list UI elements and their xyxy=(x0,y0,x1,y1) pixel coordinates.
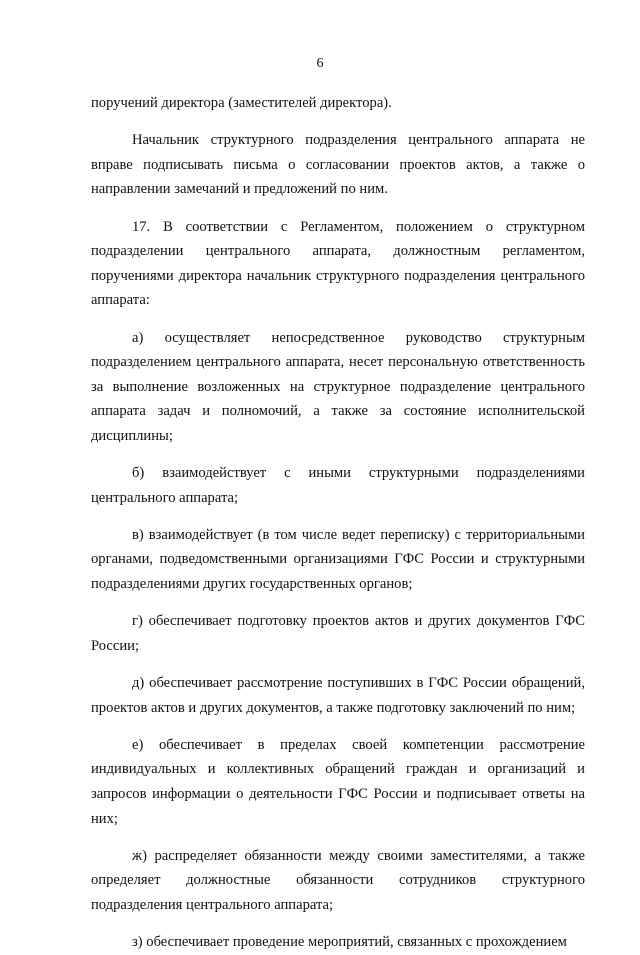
list-item-a: а) осуществляет непосредственное руководство структурным подразделением центрального аппарата, несет персональную ответственность за выполнение возложенных на структурное подразделение центрального аппарата задач и полномочий, а также за состояние исполнительской дисциплины; xyxy=(91,329,585,444)
document-body xyxy=(91,91,585,955)
page-number: 6 xyxy=(316,56,324,71)
paragraph-signing-restriction: Начальник структурного подразделения центрального аппарата не вправе подписывать письма о согласовании проектов актов, а также о направлении замечаний и предложений по ним. xyxy=(91,132,585,198)
list-item-z: з) обеспечивает проведение мероприятий, связанных с прохождением xyxy=(132,934,567,951)
paragraph-17-intro: 17. В соответствии с Регламентом, положением о структурном подразделении центрального аппарата, должностным регламентом, поручениями директора начальник структурного подразделения центрального аппарата: xyxy=(91,218,585,309)
list-item-g: г) обеспечивает подготовку проектов актов и других документов ГФС России; xyxy=(91,613,585,654)
list-item-b: б) взаимодействует с иными структурными подразделениями центрального аппарата; xyxy=(91,465,585,506)
paragraph-continuation: поручений директора (заместителей директора). xyxy=(91,95,392,111)
list-item-zh: ж) распределяет обязанности между своими заместителями, а также определяет должностные обязанности сотрудников структурного подразделения центрального аппарата; xyxy=(91,847,585,913)
list-item-v: в) взаимодействует (в том числе ведет переписку) с территориальными органами, подведомственными организациями ГФС России и структурными подразделениями других государственных органов; xyxy=(91,526,585,593)
list-item-e: е) обеспечивает в пределах своей компетенции рассмотрение индивидуальных и коллективных обращений граждан и организаций и запросов информации о деятельности ГФС России и подписывает ответы на них; xyxy=(91,736,585,827)
list-item-d: д) обеспечивает рассмотрение поступивших в ГФС России обращений, проектов актов и других документов, а также подготовку заключений по ним; xyxy=(91,675,585,716)
